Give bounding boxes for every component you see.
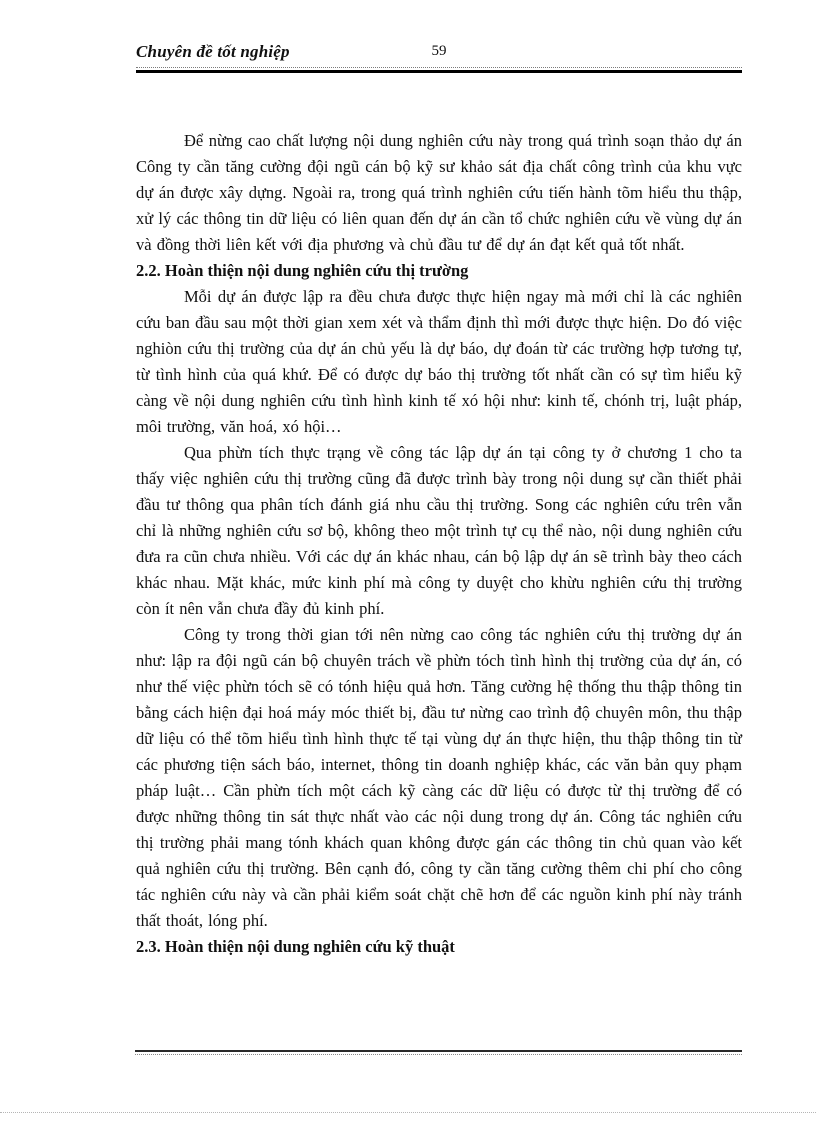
paragraph-improve-content-quality: Để nừng cao chất lượng nội dung nghiên cứu này trong quá trình soạn thảo dự án Công ty cần tăng cường đội ngũ cán bộ kỹ sư khảo sát địa chất công trình của khu vực dự án được xây dựng. Ngoài ra, trong quá trình nghiên cứu tiến hành tõm hiểu thu thập, xử lý các thông tin dữ liệu có liên quan đến dự án cần tổ chức nghiên cứu về vùng dự án và đồng thời liên kết với địa phương và chủ đầu tư để dự án đạt kết quả tốt nhất. (136, 131, 742, 254)
paragraph-chapter1-analysis: Qua phừn tích thực trạng về công tác lập dự án tại công ty ở chương 1 cho ta thấy việc nghiên cứu thị trường cũng đã được trình bày trong nội dung sự cần thiết phải đầu tư thông qua phân tích đánh giá nhu cầu thị trường. Song các nghiên cứu trên vẫn chỉ là những nghiên cứu sơ bộ, không theo một trình tự cụ thể nào, nội dung nghiên cứu đưa ra cũn chưa nhiều. Với các dự án khác nhau, cán bộ lập dự án sẽ trình bày theo cách khác nhau. Mặt khác, mức kinh phí mà công ty duyệt cho khừu nghiên cứu thị trường còn ít nên vẫn chưa đầy đủ kinh phí. (136, 443, 742, 618)
page-bottom-boundary (0, 1112, 816, 1113)
section-heading-2-2-market-research: 2.2. Hoàn thiện nội dung nghiên cứu thị trường (136, 261, 469, 280)
section-heading-2-3-technical-research: 2.3. Hoàn thiện nội dung nghiên cứu kỹ thuật (136, 937, 455, 956)
page-header (136, 42, 742, 73)
footer-rule (135, 1050, 742, 1055)
running-header-title: Chuyên đề tốt nghiệp (136, 42, 290, 61)
paragraph-company-recommendations: Công ty trong thời gian tới nên nừng cao công tác nghiên cứu thị trường dự án như: lập ra đội ngũ cán bộ chuyên trách về phừn tóch tình hình thị trường của dự án, có như thế việc phừn tóch sẽ có tónh hiệu quả hơn. Tăng cường hệ thống thu thập thông tin bằng cách hiện đại hoá máy móc thiết bị, đầu tư nừng cao trình độ chuyên môn, thu thập dữ liệu có thể tõm hiểu tình hình thực tế tại vùng dự án thực hiện, thu thập thông tin từ các phương tiện sách báo, internet, thông tin doanh nghiệp khác, các văn bản quy phạm pháp luật… Cần phừn tích một cách kỹ càng các dữ liệu có được từ thị trường để có được những thông tin sát thực nhất vào các nội dung trong dự án. Công tác nghiên cứu thị trường phải mang tónh khách quan không được gán các thông tin chủ quan vào kết quả nghiên cứu thị trường. Bên cạnh đó, công ty cần tăng cường thêm chi phí cho công tác nghiên cứu này và cần phải kiểm soát chặt chẽ hơn để các nguồn kinh phí này tránh thất thoát, lóng phí. (136, 625, 742, 930)
paragraph-market-research-forecast: Mỗi dự án được lập ra đều chưa được thực hiện ngay mà mới chỉ là các nghiên cứu ban đầu sau một thời gian xem xét và thẩm định thì mới được thực hiện. Do đó việc nghiòn cứu thị trường của dự án chủ yếu là dự báo, dự đoán từ các trường hợp tương tự, từ tình hình của quá khứ. Để có được dự báo thị trường tốt nhất cần có sự tìm hiểu kỹ càng về nội dung nghiên cứu tình hình kinh tế xó hội như: kinh tế, chónh trị, luật pháp, môi trường, văn hoá, xó hội… (136, 287, 742, 436)
document-body (136, 128, 742, 960)
header-rule-thick (136, 70, 742, 73)
page-header-row (136, 42, 742, 64)
page-number: 59 (431, 43, 447, 59)
header-rule-dotted (136, 67, 742, 68)
